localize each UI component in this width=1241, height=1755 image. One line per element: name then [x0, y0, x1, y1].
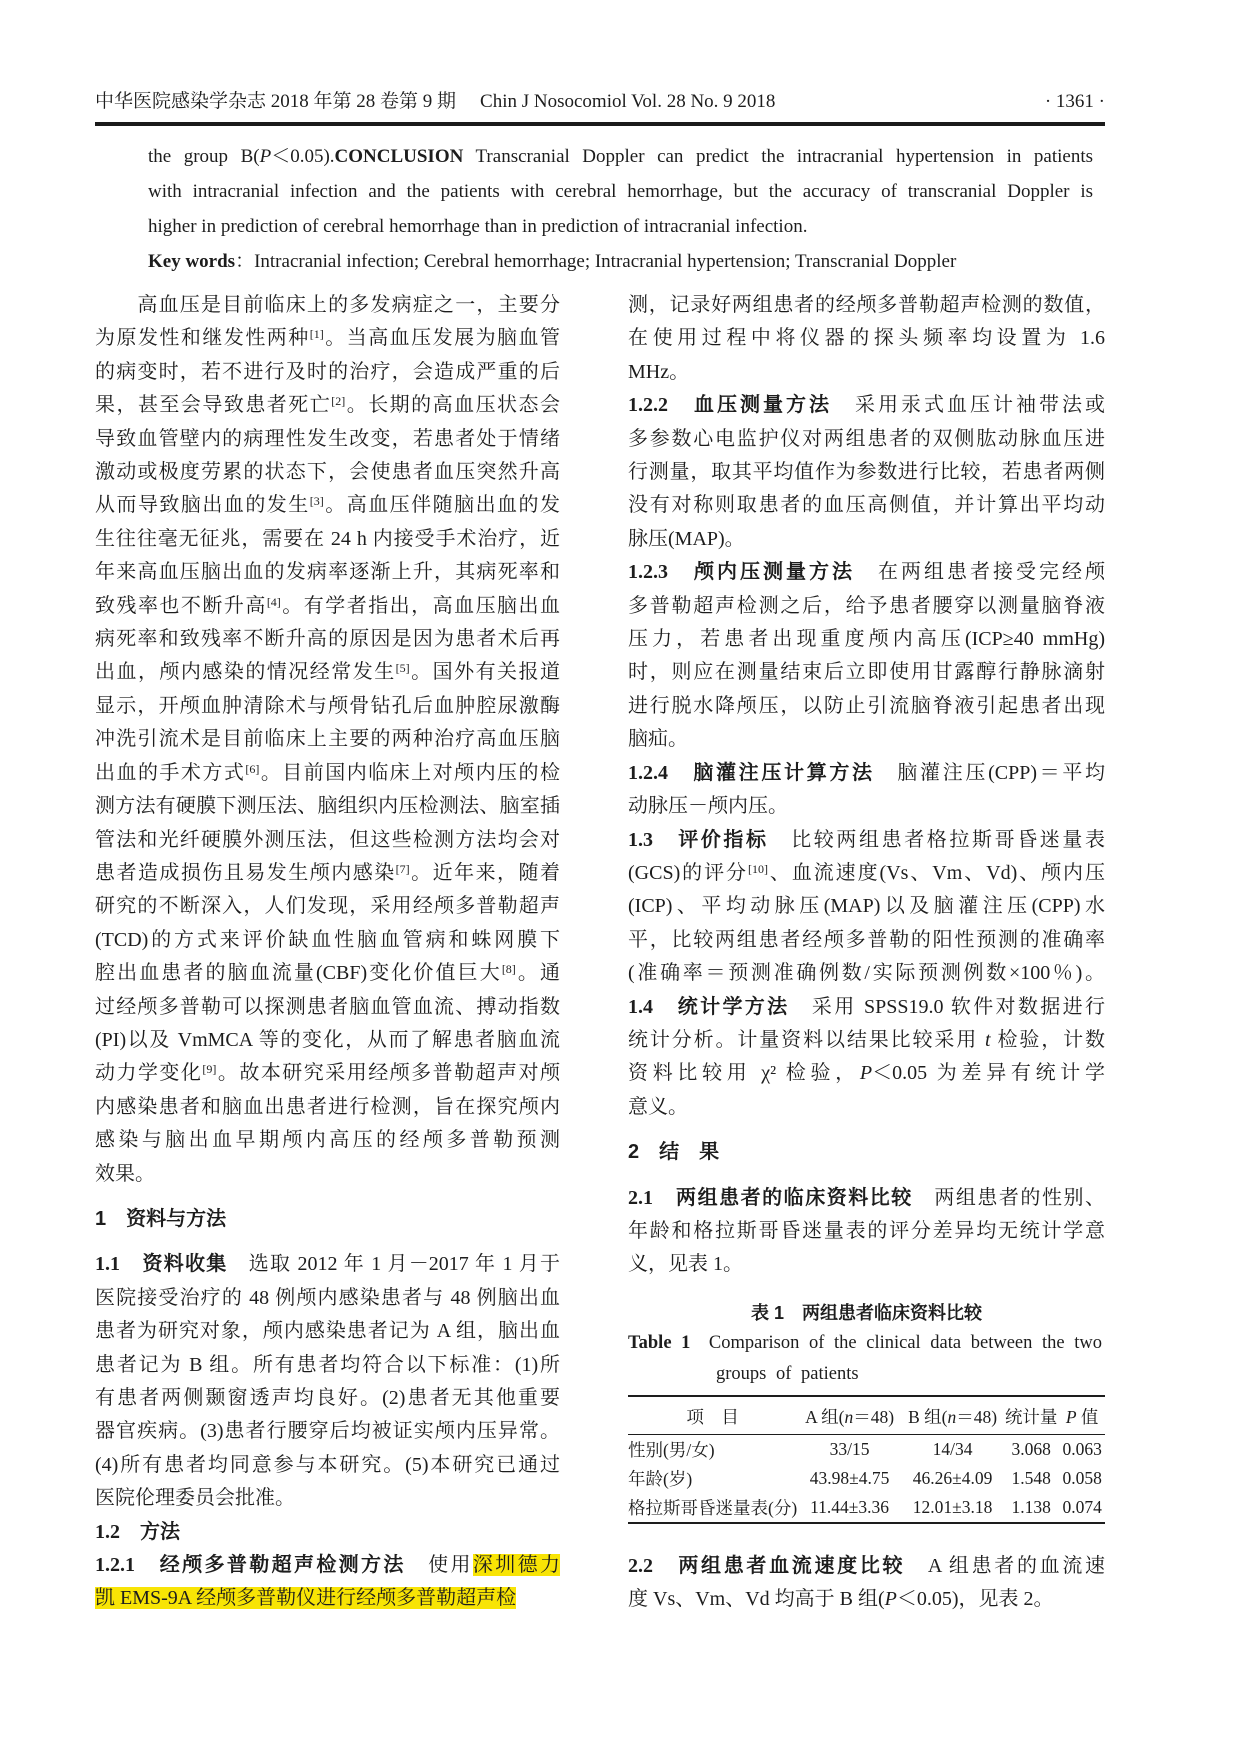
text-line: 1.4 统计学方法 采用 SPSS19.0 软件对数据进行: [628, 995, 1105, 1018]
table1-header-cell: 统计量: [1003, 1396, 1059, 1435]
text-line: [95, 1582, 560, 1615]
reference-marker: [4]: [266, 594, 281, 609]
text-line: 时，则应在测量结束后立即使用甘露醇行静脉滴射: [628, 661, 1105, 684]
text-line: (ICP)、平均动脉压(MAP)以及脑灌注压(CPP)水: [628, 895, 1105, 918]
text-line: 出血，颅内感染的情况经常发生[5]。国外有关报道: [95, 661, 561, 684]
text-line: 腔出血患者的脑血流量(CBF)变化价值巨大[8]。通: [95, 962, 561, 985]
text-line: 器官疾病。(3)患者行腰穿后均被证实颅内压异常。: [95, 1420, 560, 1443]
text-line: 2.2 两组患者血流速度比较 A 组患者的血流速: [628, 1554, 1106, 1577]
table-cell: 格拉斯哥昏迷量表(分): [628, 1497, 798, 1518]
header-rule: [95, 122, 1105, 126]
text-line: MHz。: [628, 360, 690, 383]
text-line: 高血压是目前临床上的多发病症之一，主要分: [95, 294, 560, 316]
text-line: 过经颅多普勒可以探测患者脑血管血流、搏动指数: [95, 995, 560, 1018]
text-line: (PI)以及 VmMCA 等的变化，从而了解患者脑血流: [95, 1028, 560, 1051]
text-line: 患者为研究对象，颅内感染患者记为 A 组，脑出血: [95, 1320, 560, 1343]
text-line: 测，记录好两组患者的经颅多普勒超声检测的数值，: [628, 294, 1105, 316]
text-line: (4)所有患者均同意参与本研究。(5)本研究已通过: [95, 1453, 560, 1476]
text-line: 多参数心电监护仪对两组患者的双侧肱动脉血压进: [628, 427, 1105, 450]
text-line: higher in prediction of cerebral hemorrhage than in prediction of intracranial infection.: [148, 216, 808, 237]
text-line: the group B(P＜0.05).CONCLUSION Transcranial Doppler can predict the intracranial hypertension in patients: [148, 146, 1094, 167]
table1-caption-en-line1: Table 1 Comparison of the clinical data between the two: [628, 1332, 1102, 1353]
text-line: (GCS)的评分[10]、血流速度(Vs、Vm、Vd)、颅内压: [628, 861, 1105, 884]
table1-head: [628, 1396, 1105, 1435]
text-line: 资料比较用 χ² 检验，P＜0.05 为差异有统计学: [628, 1062, 1106, 1085]
page-number: · 1361 ·: [1044, 91, 1105, 112]
text-line: 义，见表 1。: [628, 1253, 743, 1276]
table-row: [628, 1493, 1105, 1523]
table-row: [628, 1464, 1105, 1493]
table-cell: 3.068: [1011, 1438, 1051, 1459]
table-cell: 0.063: [1062, 1438, 1102, 1459]
highlight-mark: 凯 EMS-9A 经颅多普勒仪进行经颅多普勒超声检: [95, 1587, 517, 1610]
text-line: 病死率和致残率不断升高的原因是因为患者术后再: [95, 628, 560, 651]
table-cell: 0.058: [1062, 1467, 1102, 1488]
text-line: 脉压(MAP)。: [628, 527, 745, 550]
text-line: 脑疝。: [628, 728, 688, 751]
table-cell: 性别(男/女): [628, 1439, 715, 1460]
table-cell: 0.074: [1062, 1496, 1102, 1517]
text-line: 在使用过程中将仪器的探头频率均设置为 1.6: [628, 327, 1105, 350]
reference-marker: [7]: [395, 861, 410, 876]
text-line: 生往往毫无征兆，需要在 24 h 内接受手术治疗，近: [95, 527, 560, 550]
table1-header-cell: A 组(n＝48): [797, 1396, 902, 1435]
section-heading: 1 资料与方法: [95, 1207, 227, 1230]
table-cell: 14/34: [932, 1438, 973, 1459]
table-cell: 1.548: [1011, 1467, 1051, 1488]
text-line: 多普勒超声检测之后，给予患者腰穿以测量脑脊液: [628, 594, 1105, 617]
table-cell: 33/15: [829, 1438, 870, 1459]
right-column-text-bottom: [628, 1550, 1105, 1617]
text-line: 度 Vs、Vm、Vd 均高于 B 组(P＜0.05)，见表 2。: [628, 1588, 1054, 1611]
text-line: 患者造成损伤且易发生颅内感染[7]。近年来，随着: [95, 861, 561, 884]
table-cell: 年龄(岁): [628, 1468, 693, 1489]
table1-header-cell: P 值: [1059, 1396, 1105, 1435]
text-line: 冲洗引流术是目前临床上主要的两种治疗高血压脑: [95, 728, 560, 751]
text-line: 致残率也不断升高[4]。有学者指出，高血压脑出血: [95, 594, 561, 617]
text-line: 有患者两侧颞窗透声均良好。(2)患者无其他重要: [95, 1387, 560, 1409]
text-line: with intracranial infection and the patients with cerebral hemorrhage, but the accuracy of transcranial Doppler is: [148, 181, 1093, 202]
text-line: 医院接受治疗的 48 例颅内感染患者与 48 例脑出血: [95, 1286, 560, 1309]
text-line: 1.2.4 脑灌注压计算方法 脑灌注压(CPP)＝平均: [628, 761, 1105, 784]
abstract-continuation: [148, 139, 1093, 279]
table1-header-cell: 项 目: [628, 1396, 797, 1435]
text-line: 管法和光纤硬膜外测压法，但这些检测方法均会对: [95, 828, 560, 851]
table1-caption-en-line2: groups of patients: [716, 1363, 859, 1384]
table-cell: 12.01±3.18: [912, 1496, 993, 1517]
text-line: 2.1 两组患者的临床资料比较 两组患者的性别、: [628, 1186, 1106, 1209]
text-line: 意义。: [628, 1095, 688, 1118]
left-column: [95, 289, 560, 1616]
text-line: 统计分析。计量资料以结果比较采用 t 检验，计数: [628, 1028, 1106, 1051]
table1-header-row: [628, 1396, 1105, 1435]
section-heading: 2 结 果: [628, 1141, 720, 1164]
text-line: 年来高血压脑出血的发病率逐渐上升，其病死率和: [95, 561, 560, 584]
right-column: [628, 289, 1105, 1617]
text-line: 没有对称则取患者的血压高侧值，并计算出平均动: [628, 494, 1105, 517]
text-line: 效果。: [95, 1162, 155, 1185]
text-line: 激动或极度劳累的状态下，会使患者血压突然升高: [95, 461, 560, 484]
text-line: 动脉压－颅内压。: [628, 795, 788, 818]
two-column-body: [95, 289, 1105, 1617]
text-line: 感染与脑出血早期颅内高压的经颅多普勒预测: [95, 1129, 560, 1152]
text-line: 导致血管壁内的病理性发生改变，若患者处于情绪: [95, 427, 560, 450]
text-line: 研究的不断深入，人们发现，采用经颅多普勒超声: [95, 895, 560, 918]
reference-marker: [1]: [309, 327, 324, 342]
table-cell: 11.44±3.36: [810, 1496, 890, 1517]
right-column-text-top: [628, 289, 1105, 1282]
text-line: 1.2.2 血压测量方法 采用汞式血压计袖带法或: [628, 394, 1105, 417]
text-line: 1.2 方法: [95, 1520, 180, 1543]
text-line: 进行脱水降颅压，以防止引流脑脊液引起患者出现: [628, 694, 1105, 717]
table-cell: 46.26±4.09: [912, 1467, 993, 1488]
text-line: 压力，若患者出现重度颅内高压(ICP≥40 mmHg): [628, 628, 1105, 651]
page-header: [95, 86, 1105, 113]
table-cell: 1.138: [1011, 1496, 1051, 1517]
journal-title-cn: 中华医院感染学杂志 2018 年第 28 卷第 9 期: [95, 91, 457, 112]
text-line: 1.3 评价指标 比较两组患者格拉斯哥昏迷量表: [628, 828, 1106, 851]
reference-marker: [2]: [331, 394, 346, 409]
text-line: 显示，开颅血肿清除术与颅骨钻孔后血肿腔尿激酶: [95, 694, 560, 717]
reference-marker: [8]: [501, 962, 516, 977]
reference-marker: [5]: [395, 661, 410, 676]
table1-header-cell: B 组(n＝48): [902, 1396, 1003, 1435]
text-line: 的病变时，若不进行及时的治疗，会造成严重的后: [95, 360, 560, 383]
text-line: 为原发性和继发性两种[1]。当高血压发展为脑血管: [95, 327, 561, 350]
text-line: 从而导致脑出血的发生[3]。高血压伴随脑出血的发: [95, 494, 561, 517]
text-line: 果，甚至会导致患者死亡[2]。长期的高血压状态会: [95, 394, 561, 417]
table-cell: 43.98±4.75: [809, 1467, 890, 1488]
text-line: (TCD)的方式来评价缺血性脑血管病和蛛网膜下: [95, 928, 560, 951]
reference-marker: [3]: [309, 494, 324, 509]
text-line: 患者记为 B 组。所有患者均符合以下标准：(1)所: [95, 1353, 560, 1376]
text-line: 1.2.1 经颅多普勒超声检测方法 使用深圳德力: [95, 1554, 561, 1577]
reference-marker: [6]: [245, 761, 260, 776]
text-line: 测方法有硬膜下测压法、脑组织内压检测法、脑室插: [95, 795, 560, 818]
text-line: 内感染患者和脑血出患者进行检测，旨在探究颅内: [95, 1095, 560, 1118]
journal-title-en: Chin J Nosocomiol Vol. 28 No. 9 2018: [480, 91, 776, 112]
highlight-mark: 深圳德力: [472, 1554, 561, 1577]
reference-marker: [9]: [202, 1062, 217, 1077]
text-line: Key words：Intracranial infection; Cerebral hemorrhage; Intracranial hypertension; Transcranial Doppler: [148, 251, 957, 272]
text-line: 动力学变化[9]。故本研究采用经颅多普勒超声对颅: [95, 1062, 561, 1085]
text-line: 1.2.3 颅内压测量方法 在两组患者接受完经颅: [628, 561, 1105, 584]
text-line: 行测量，取其平均值作为参数进行比较，若患者两侧: [628, 461, 1105, 484]
table1-caption-cn: 表 1 两组患者临床资料比较: [750, 1302, 982, 1323]
text-line: 医院伦理委员会批准。: [95, 1487, 295, 1510]
reference-marker: [10]: [747, 861, 768, 876]
text-line: 1.1 资料收集 选取 2012 年 1 月－2017 年 1 月于: [95, 1253, 560, 1276]
text-line: 平，比较两组患者经颅多普勒的阳性预测的准确率: [628, 928, 1105, 951]
table1-body: [628, 1434, 1105, 1523]
text-line: 年龄和格拉斯哥昏迷量表的评分差异均无统计学意: [628, 1219, 1105, 1242]
table-row: [628, 1434, 1105, 1464]
table1-block: [628, 1298, 1105, 1524]
text-line: 出血的手术方式[6]。目前国内临床上对颅内压的检: [95, 761, 561, 784]
text-line: (准确率＝预测准确例数/实际预测例数×100％)。: [628, 962, 1105, 985]
table1: [628, 1395, 1105, 1524]
